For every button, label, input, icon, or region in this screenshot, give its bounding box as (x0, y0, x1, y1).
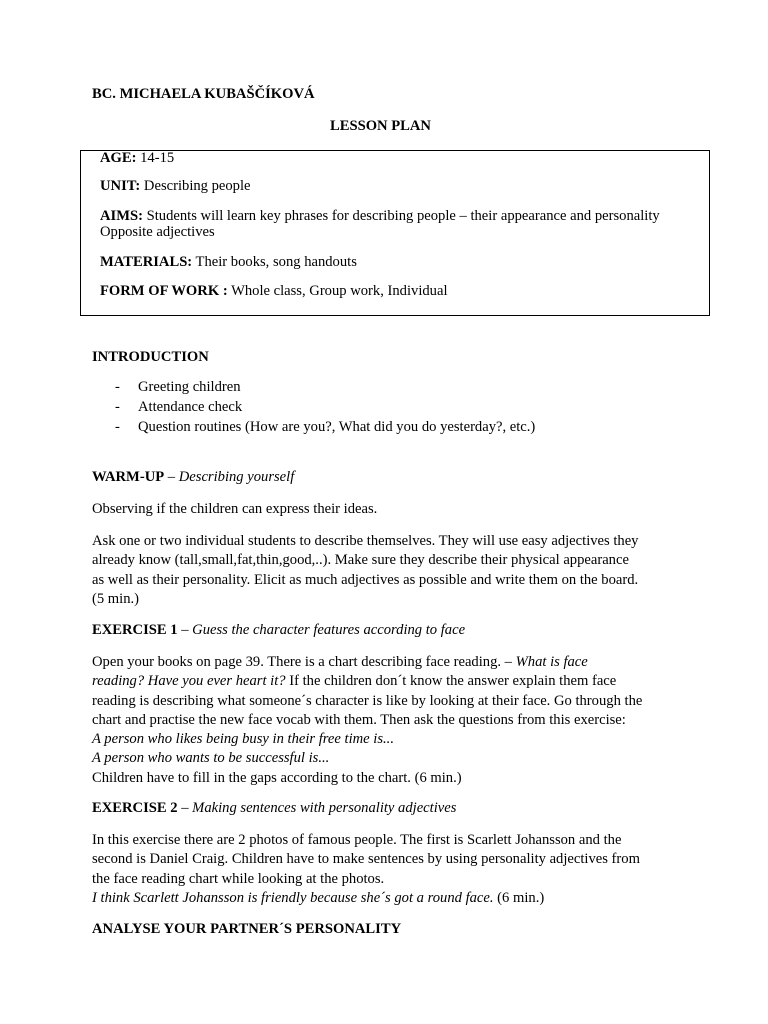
warmup-heading: WARM-UP – Describing yourself (92, 469, 295, 485)
exercise-1-heading: EXERCISE 1 – Guess the character features according to face (92, 622, 466, 638)
list-bullet: - (115, 398, 120, 415)
age-line (100, 150, 174, 167)
age-label: AGE: (100, 150, 137, 166)
age-value: 14-15 (136, 150, 175, 166)
exercise-1-body: Open your books on page 39. There is a chart describing face reading. – What is face reading? Have you ever heart it? If the children don´t know the answer explain them face reading is describing what someone´s character is like by looking at their face. Go through the chart and practise the new face vocab with them. Then ask the questions from this exercise: A person who likes being busy in their free time is... A person who wants to be successful is... Children have to fill in the gaps according to the chart. (6 min.) (92, 654, 643, 786)
exercise-1-subtitle: Guess the character features according to face (192, 622, 466, 638)
aims-label: AIMS: (100, 208, 143, 224)
unit-line (100, 178, 251, 195)
list-item: - Greeting children (138, 378, 535, 398)
warmup-paragraph-1: Observing if the children can express their ideas. (92, 501, 378, 517)
unit-label: UNIT: (100, 178, 141, 194)
analyse-heading: ANALYSE YOUR PARTNER´S PERSONALITY (92, 921, 402, 937)
introduction-list (115, 378, 536, 437)
materials-value: Their books, song handouts (192, 254, 357, 270)
exercise-2-heading: EXERCISE 2 – Making sentences with personality adjectives (92, 800, 457, 816)
unit-value: Describing people (140, 178, 251, 194)
exercise-2-body: In this exercise there are 2 photos of famous people. The first is Scarlett Johansson and the second is Daniel Craig. Children have to make sentences by using personality adjectives from the face reading chart while looking at the photos. I think Scarlett Johansson is friendly because she´s got a round face. (6 min.) (92, 832, 640, 906)
materials-label: MATERIALS: (100, 254, 193, 270)
form-of-work-line (100, 283, 448, 300)
form-of-work-value: Whole class, Group work, Individual (227, 283, 448, 299)
list-bullet: - (115, 418, 120, 435)
exercise-2-subtitle: Making sentences with personality adjectives (192, 800, 457, 816)
author-name: BC. MICHAELA KUBAŠČÍKOVÁ (92, 86, 315, 102)
materials-line (100, 254, 357, 271)
warmup-subtitle: Describing yourself (178, 469, 295, 485)
aims-line-2: Opposite adjectives (100, 224, 215, 240)
warmup-paragraph-2: Ask one or two individual students to describe themselves. They will use easy adjectives they already know (tall,small,fat,thin,good,..). Make sure they describe their physical appearance as well as their personality. Elicit as much adjectives as possible and write them on the board. (5 min.) (92, 533, 639, 607)
aims-value: Students will learn key phrases for describing people – their appearance and personality (142, 208, 660, 224)
list-bullet: - (115, 379, 120, 395)
form-of-work-label: FORM OF WORK : (100, 283, 228, 299)
document-title: LESSON PLAN (330, 118, 431, 134)
list-item: - Question routines (How are you?, What did you do yesterday?, etc.) (138, 418, 535, 438)
aims-line (100, 208, 660, 225)
introduction-heading: INTRODUCTION (92, 349, 209, 365)
list-item: - Attendance check (138, 398, 535, 418)
